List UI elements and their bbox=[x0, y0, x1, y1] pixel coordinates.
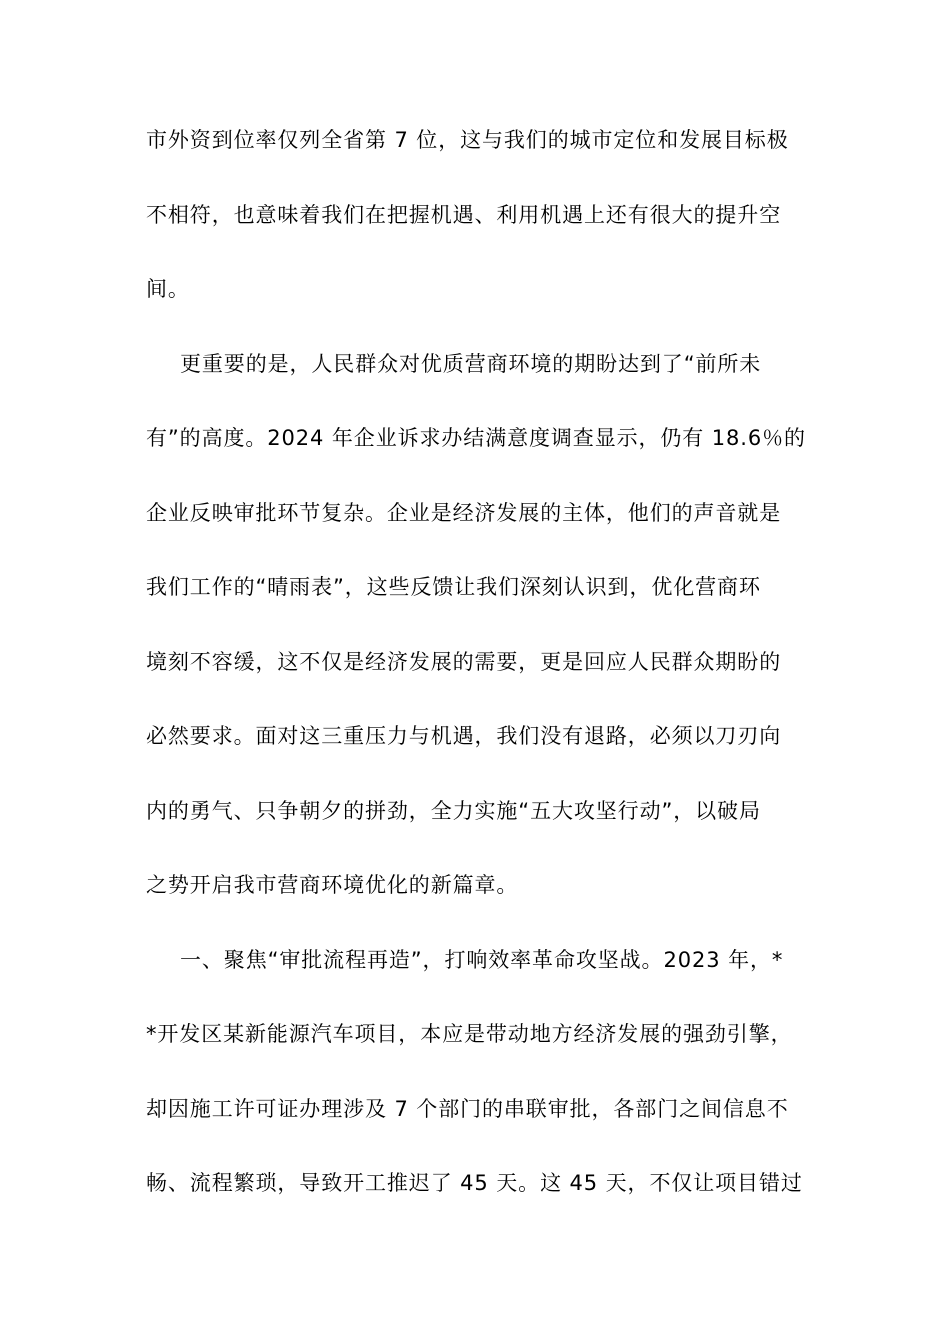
text-line: *开发区某新能源汽车项目，本应是带动地方经济发展的强劲引擎， bbox=[146, 1022, 793, 1046]
section-heading-line: 一、聚焦“审批流程再造”，打响效率革命攻坚战。2023 年，* bbox=[180, 947, 784, 972]
text-line: 却因施工许可证办理涉及 7 个部门的串联审批，各部门之间信息不 bbox=[146, 1096, 789, 1121]
text-line: 内的勇气、只争朝夕的拼劲，全力实施“五大攻坚行动”，以破局 bbox=[146, 798, 761, 823]
text-line: 我们工作的“晴雨表”，这些反馈让我们深刻认识到，优化营商环 bbox=[146, 575, 761, 599]
text-line: 市外资到位率仅列全省第 7 位，这与我们的城市定位和发展目标极 bbox=[146, 128, 789, 152]
text-line: 有”的高度。2024 年企业诉求办结满意度调查显示，仍有 18.6％的 bbox=[146, 426, 806, 450]
text-line: 畅、流程繁琐，导致开工推迟了 45 天。这 45 天，不仅让项目错过 bbox=[146, 1171, 803, 1195]
text-line: 必然要求。面对这三重压力与机遇，我们没有退路，必须以刀刃向 bbox=[146, 724, 782, 748]
text-line: 之势开启我市营商环境优化的新篇章。 bbox=[146, 873, 519, 897]
text-line: 企业反映审批环节复杂。企业是经济发展的主体，他们的声音就是 bbox=[146, 500, 782, 525]
paragraph-start-line: 更重要的是，人民群众对优质营商环境的期盼达到了“前所未 bbox=[180, 351, 762, 376]
text-line: 境刻不容缓，这不仅是经济发展的需要，更是回应人民群众期盼的 bbox=[146, 649, 782, 674]
text-line: 间。 bbox=[146, 277, 190, 301]
text-line: 不相符，也意味着我们在把握机遇、利用机遇上还有很大的提升空 bbox=[146, 202, 782, 227]
body-text bbox=[146, 124, 806, 1242]
